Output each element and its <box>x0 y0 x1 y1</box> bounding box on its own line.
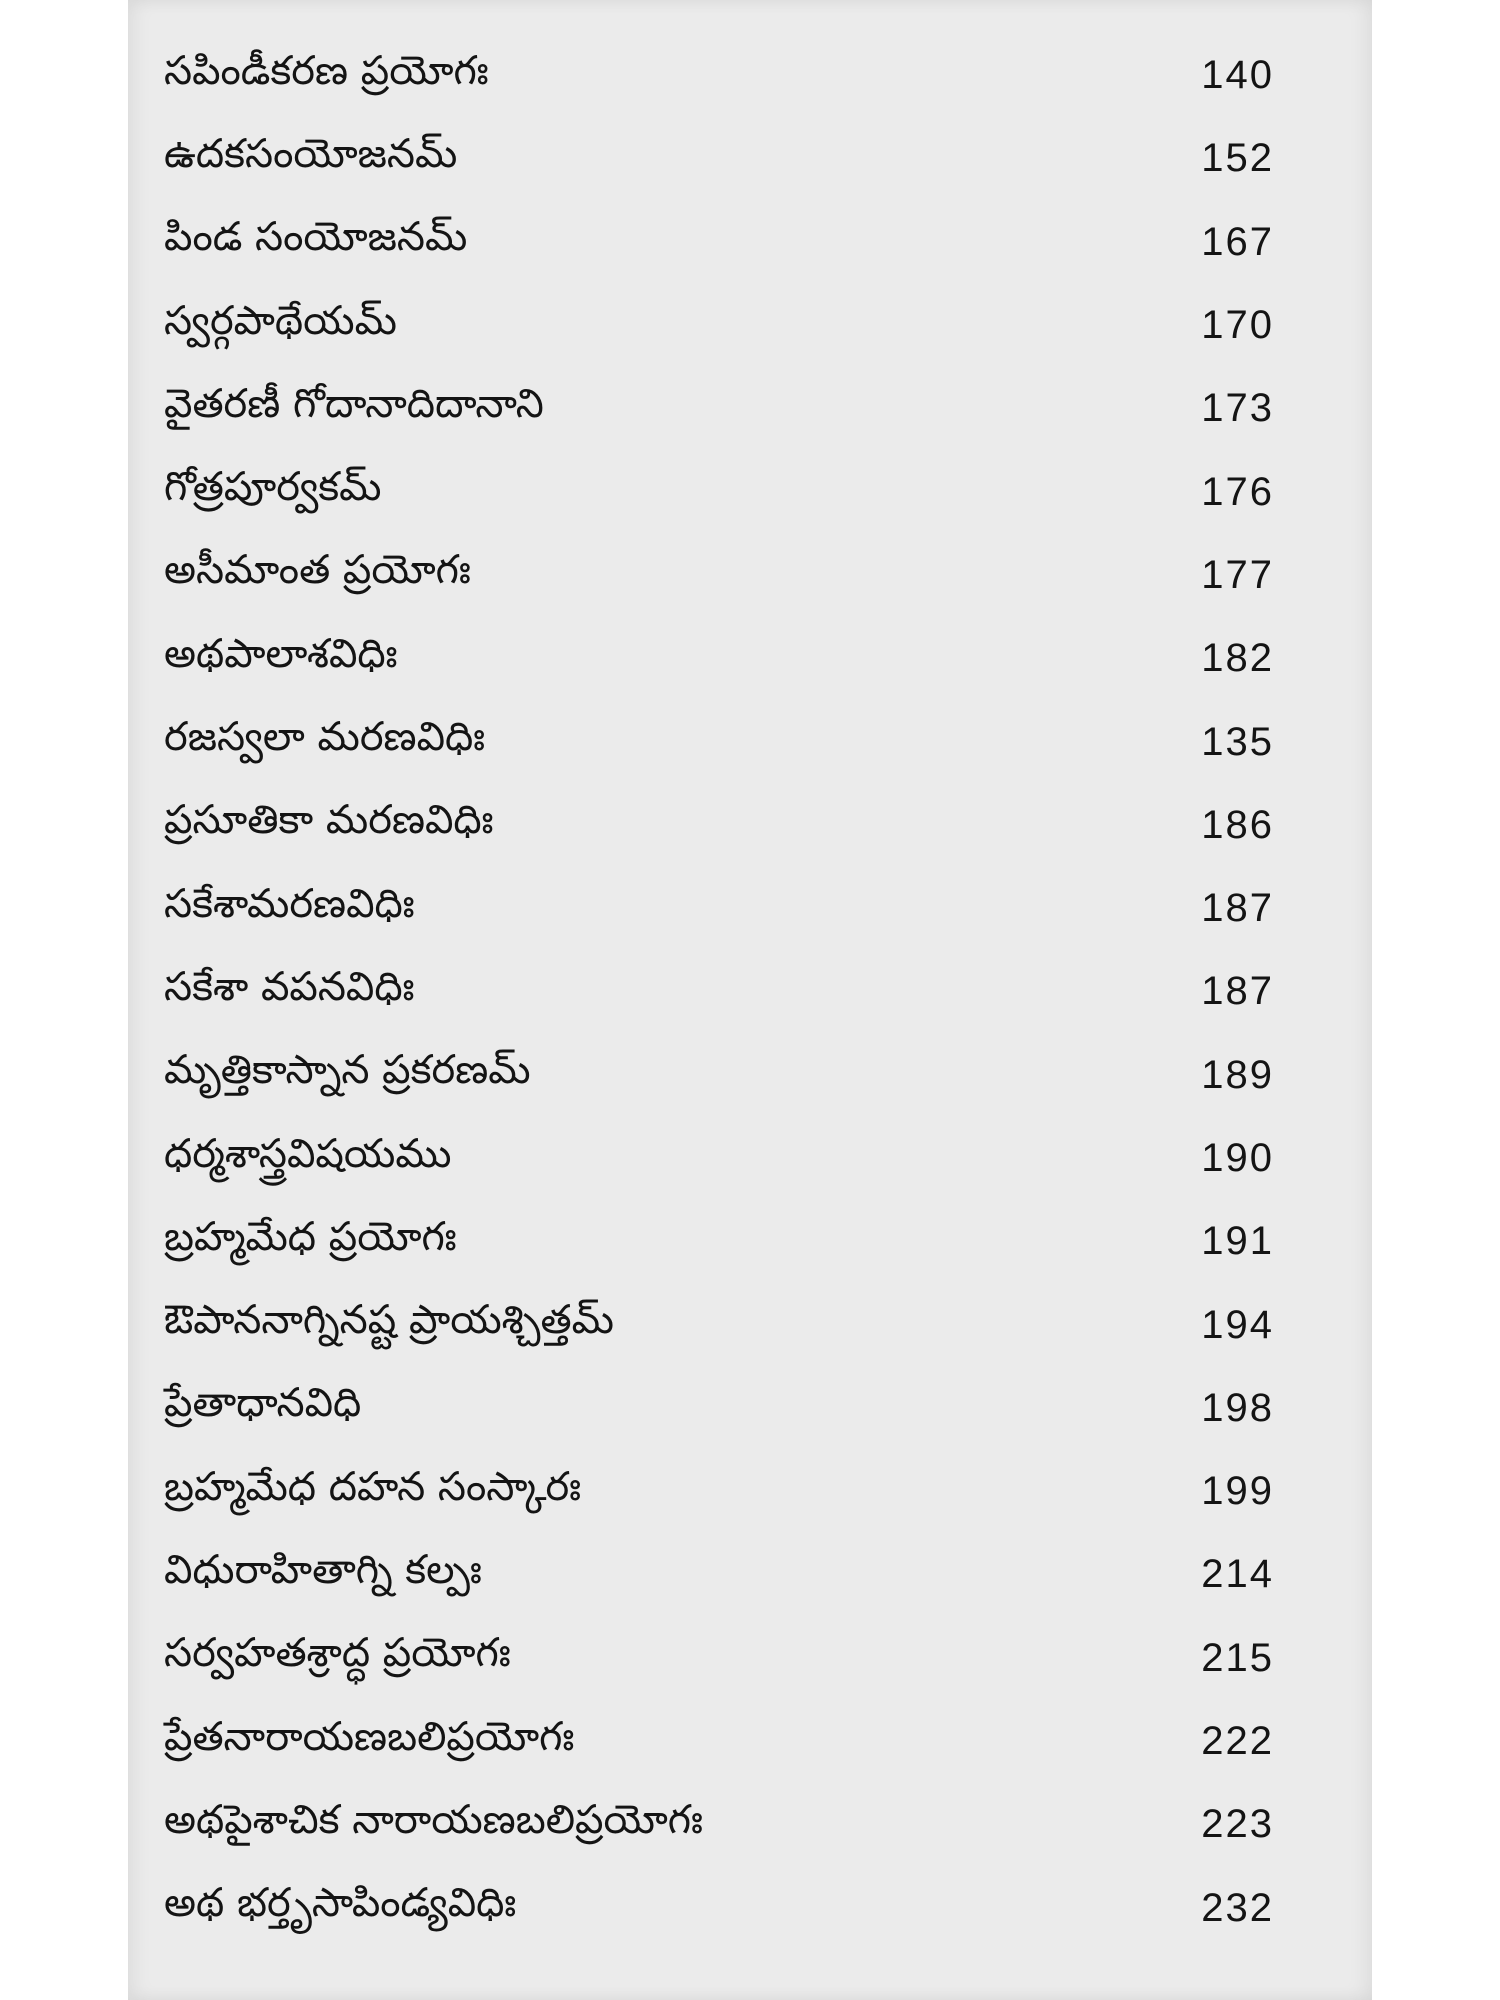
entry-title: సర్వహతశ్రాద్ధ ప్రయోగః <box>164 1630 511 1677</box>
entry-page-number: 140 <box>1201 53 1274 98</box>
toc-entry <box>164 700 1314 783</box>
entry-page-number: 223 <box>1201 1802 1274 1847</box>
toc-entry <box>164 1200 1314 1283</box>
entry-title: వైతరణీ గోదానాదిదానాని <box>164 380 544 427</box>
entry-page-number: 199 <box>1201 1469 1274 1514</box>
entry-title: ప్రసూతికా మరణవిధిః <box>164 797 494 844</box>
entry-page-number: 176 <box>1201 469 1274 514</box>
entry-page-number: 222 <box>1201 1719 1274 1764</box>
entry-page-number: 190 <box>1201 1136 1274 1180</box>
entry-title: బ్రహ్మమేధ ప్రయోగః <box>164 1213 457 1260</box>
entry-page-number: 182 <box>1201 636 1274 681</box>
entry-page-number: 186 <box>1201 802 1274 847</box>
entry-page-number: 215 <box>1201 1635 1274 1680</box>
entry-title: ధర్మశాస్త్రవిషయము <box>164 1130 452 1177</box>
toc-entry <box>164 1283 1314 1366</box>
entry-title: పిండ సంయోజనమ్ <box>164 214 468 261</box>
entry-title: సపిండీకరణ ప్రయోగః <box>164 47 489 94</box>
toc-entry <box>164 1034 1314 1117</box>
toc-entry <box>164 1533 1314 1616</box>
entry-title: ఔపాననాగ్నినష్ట ప్రాయశ్చిత్తమ్ <box>164 1297 614 1344</box>
toc-entry <box>164 534 1314 617</box>
toc-entry <box>164 367 1314 450</box>
entry-title: ప్రేతనారాయణబలిప్రయోగః <box>164 1713 575 1760</box>
entry-title: అథపాలాశవిధిః <box>164 630 398 677</box>
table-of-contents <box>164 34 1314 1950</box>
entry-title: బ్రహ్మమేధ దహన సంస్కారః <box>164 1463 582 1510</box>
entry-page-number: 135 <box>1201 719 1274 764</box>
entry-page-number: 152 <box>1201 136 1274 181</box>
entry-title: సకేశామరణవిధిః <box>164 880 415 927</box>
entry-page-number: 189 <box>1201 1052 1274 1097</box>
entry-page-number: 170 <box>1201 303 1274 348</box>
entry-title: అథపైశాచిక నారాయణబలిప్రయోగః <box>164 1796 703 1843</box>
toc-entry <box>164 450 1314 533</box>
toc-entry <box>164 284 1314 367</box>
entry-page-number: 187 <box>1201 969 1274 1014</box>
entry-page-number: 198 <box>1201 1385 1274 1430</box>
entry-title: అథ భర్తృసాపిండ్యవిధిః <box>164 1880 517 1927</box>
toc-entry <box>164 1367 1314 1450</box>
toc-entry <box>164 201 1314 284</box>
toc-entry <box>164 34 1314 117</box>
entry-page-number: 214 <box>1201 1552 1274 1597</box>
entry-title: ప్రేతాధానవిధి <box>164 1380 362 1427</box>
toc-entry <box>164 1117 1314 1200</box>
toc-entry <box>164 1617 1314 1700</box>
toc-entry <box>164 1700 1314 1783</box>
toc-entry <box>164 1450 1314 1533</box>
toc-entry <box>164 1783 1314 1866</box>
entry-title: ఉదకసంయోజనమ్ <box>164 130 458 177</box>
entry-title: మృత్తికాస్నాన ప్రకరణమ్ <box>164 1047 531 1094</box>
entry-title: అసీమాంత ప్రయోగః <box>164 547 471 594</box>
toc-entry <box>164 784 1314 867</box>
entry-page-number: 167 <box>1201 219 1274 264</box>
entry-page-number: 173 <box>1201 386 1274 431</box>
toc-entry <box>164 1867 1314 1950</box>
entry-page-number: 232 <box>1201 1885 1274 1930</box>
entry-title: గోత్రపూర్వకమ్ <box>164 464 382 511</box>
toc-entry <box>164 117 1314 200</box>
toc-entry <box>164 867 1314 950</box>
toc-entry <box>164 950 1314 1033</box>
toc-entry <box>164 617 1314 700</box>
entry-title: విధురాహితాగ్ని కల్పః <box>164 1546 482 1593</box>
entry-page-number: 177 <box>1201 552 1274 597</box>
entry-page-number: 187 <box>1201 886 1274 931</box>
book-page <box>128 0 1372 2000</box>
entry-title: రజస్వలా మరణవిధిః <box>164 714 486 761</box>
entry-title: స్వర్గపాథేయమ్ <box>164 297 397 344</box>
entry-title: సకేశా వపనవిధిః <box>164 963 415 1010</box>
entry-page-number: 191 <box>1201 1219 1274 1264</box>
entry-page-number: 194 <box>1201 1302 1274 1347</box>
